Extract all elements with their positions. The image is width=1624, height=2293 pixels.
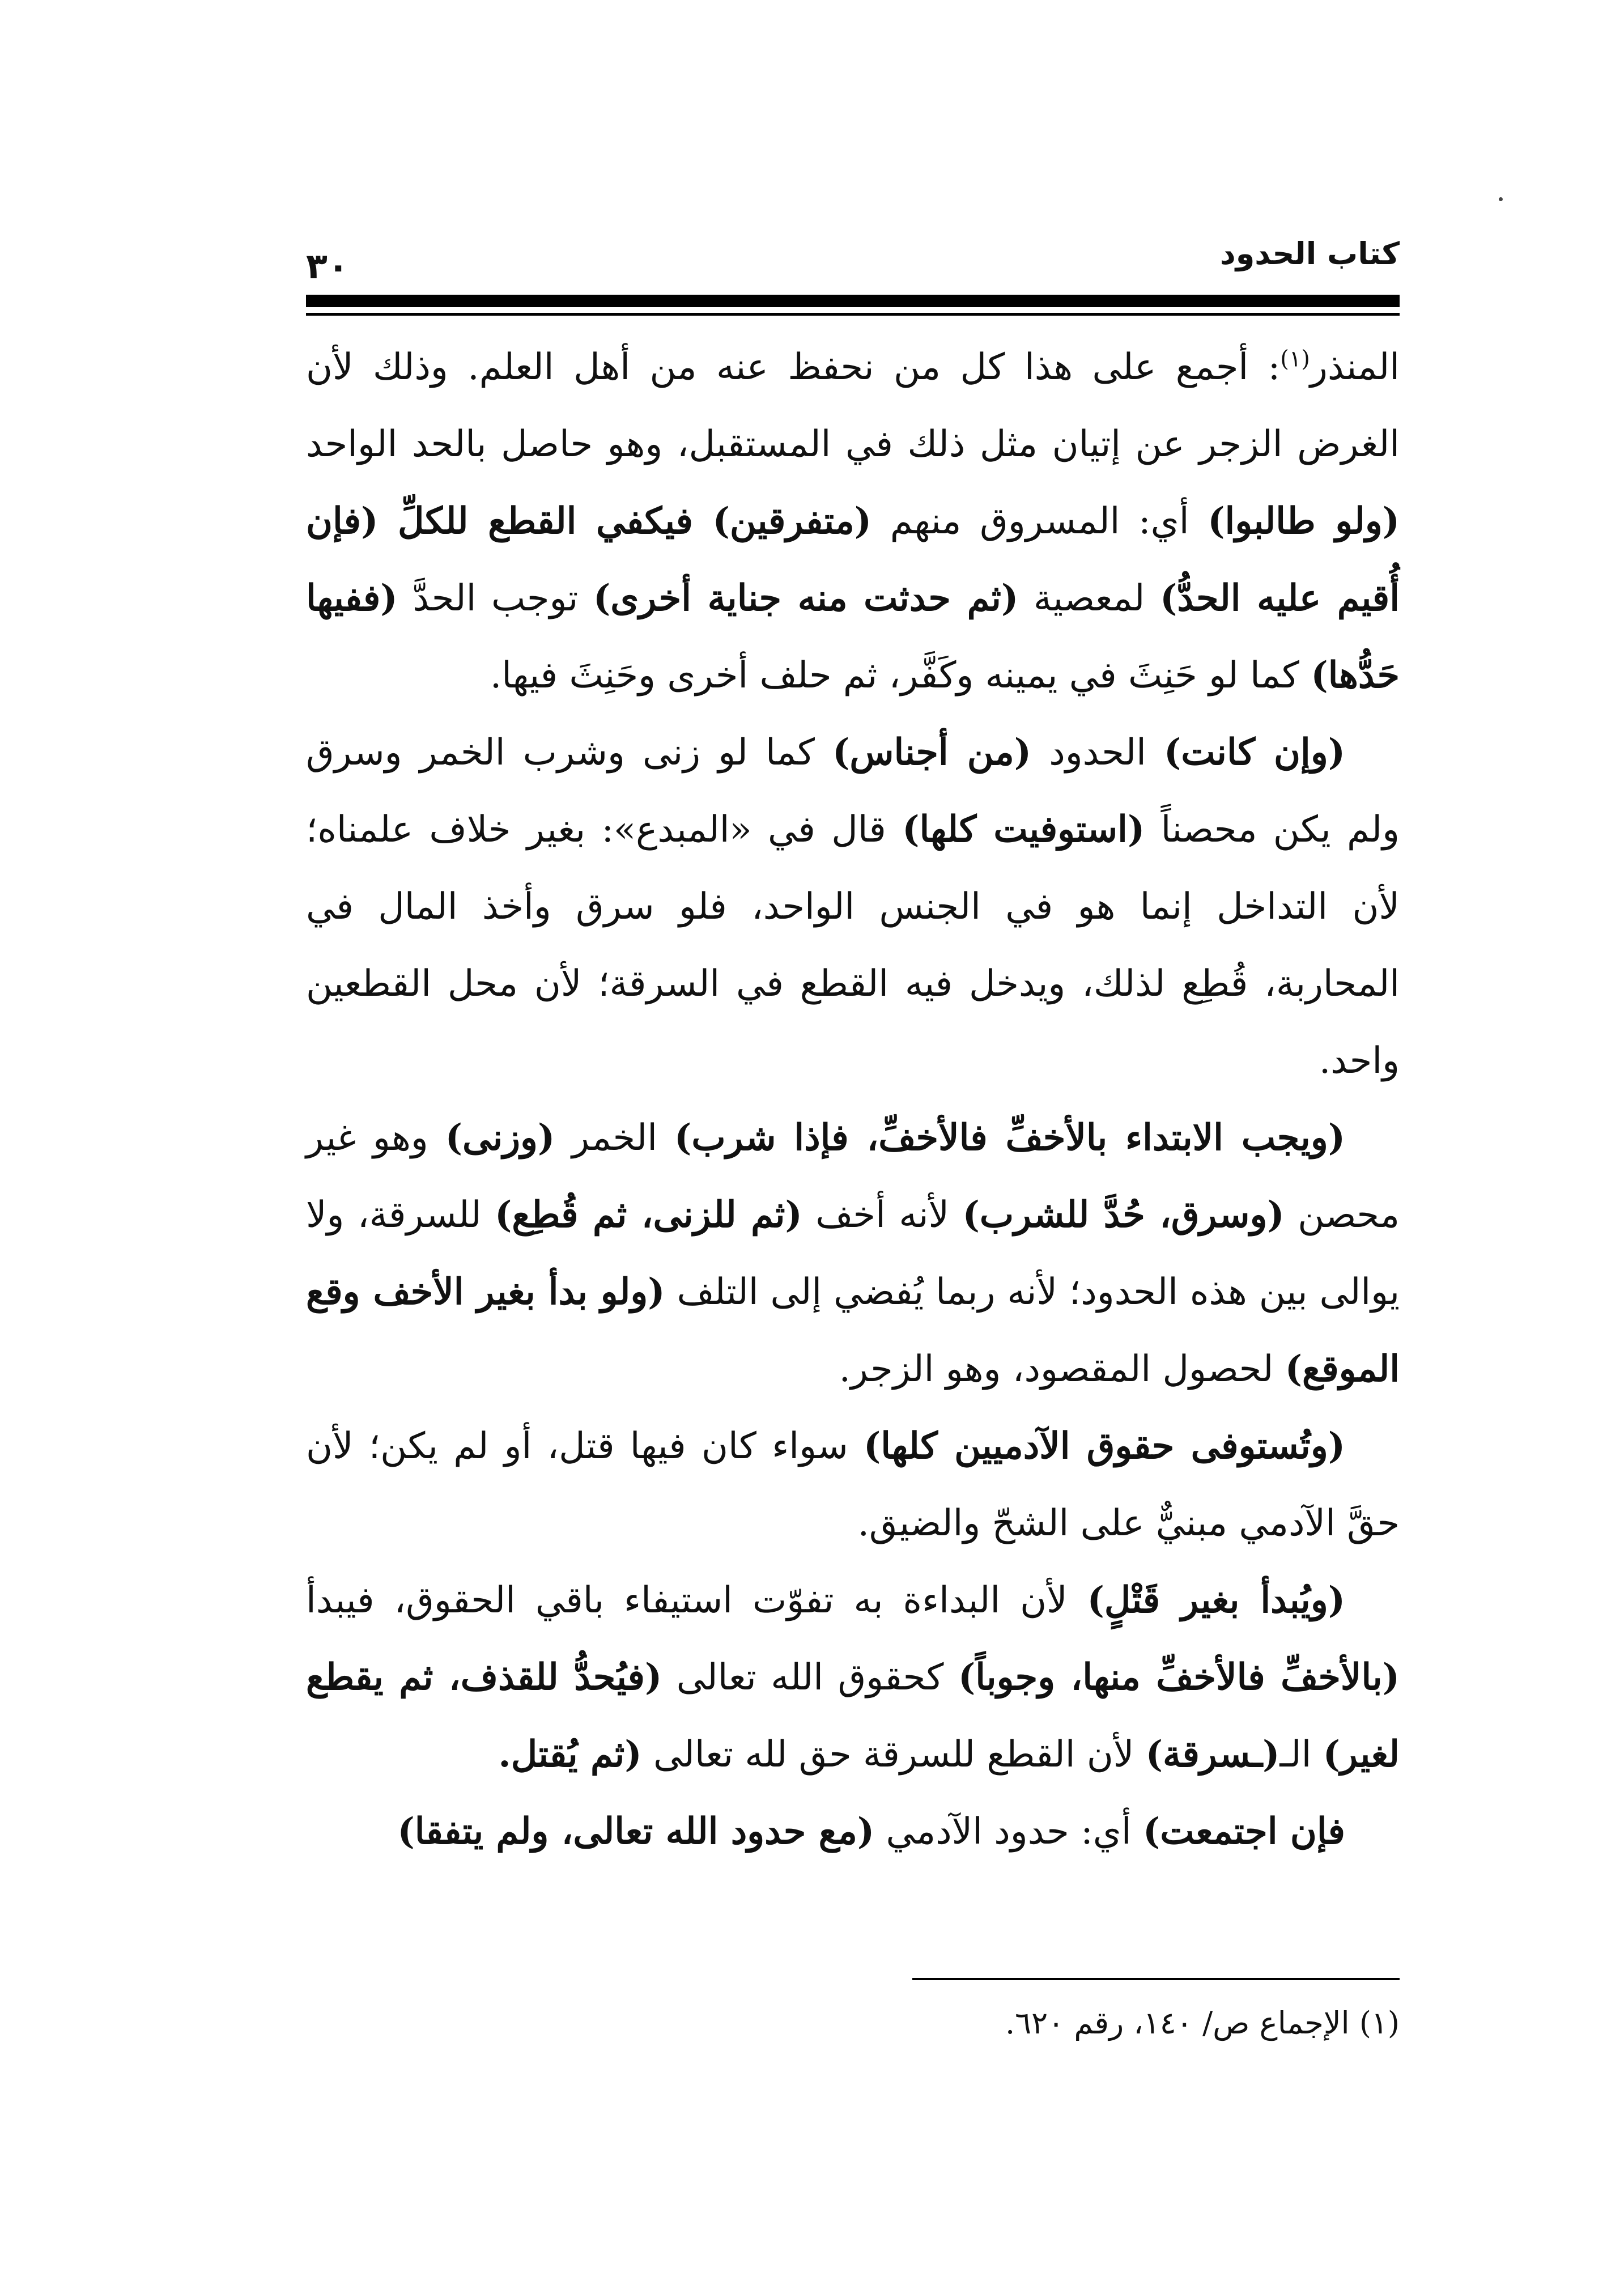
matn-text: (متفرقين) فيكفي القطع للكلِّ (فإن أُقيم عليه الحدُّ) bbox=[306, 500, 1400, 619]
matn-text: (ففيها حَدُّها) bbox=[306, 577, 1400, 697]
sharh-text: للسرقة، ولا يوالى بين هذه الحدود؛ لأنه ربما يُفضي إلى التلف bbox=[306, 1194, 1400, 1313]
matn-text: (ثم للزنى، ثم قُطِع) bbox=[495, 1194, 802, 1236]
footnote-rule bbox=[912, 1978, 1400, 1980]
page-number: ٣٠ bbox=[306, 245, 349, 287]
sharh-text: قال في «المبدع»: بغير خلاف علمناه؛ لأن التداخل إنما هو في الجنس الواحد، فلو سرق وأخذ المال في المحاربة، قُطِع لذلك، ويدخل فيه القطع في السرقة؛ لأن محل القطعين واحد. bbox=[306, 809, 1400, 1082]
matn-text: (ولو بدأ بغير الأخف وقع الموقع) bbox=[306, 1271, 1400, 1390]
matn-text: (وسرق، حُدَّ للشرب) bbox=[962, 1194, 1285, 1236]
paragraph bbox=[306, 1562, 1400, 1793]
sharh-text: كحقوق الله تعالى bbox=[662, 1657, 958, 1698]
sharh-text: الـ bbox=[1279, 1734, 1323, 1776]
matn-text: (وإن كانت) bbox=[1164, 731, 1345, 774]
matn-text: (من أجناس) bbox=[832, 731, 1032, 774]
sharh-text: الحدود bbox=[1031, 732, 1164, 774]
paragraph bbox=[306, 714, 1400, 1099]
matn-text: (وزنى) bbox=[445, 1116, 555, 1159]
matn-text: (استوفيت كلها) bbox=[902, 808, 1145, 851]
matn-text: (ثم يُقتل. bbox=[498, 1733, 642, 1776]
sharh-text: لأنه أخف bbox=[802, 1194, 963, 1236]
sharh-text: كما لو حَنِثَ في يمينه وكَفَّر، ثم حلف أخرى وحَنِثَ فيها. bbox=[490, 655, 1311, 697]
sharh-text: أي: المسروق منهم bbox=[871, 500, 1208, 542]
sharh-text: لمعصية bbox=[1018, 578, 1160, 619]
sharh-text: المنذر bbox=[1310, 346, 1400, 388]
paragraph bbox=[306, 1793, 1400, 1870]
matn-text: فإن اجتمعت) bbox=[1142, 1810, 1345, 1853]
sharh-text: كما لو زنى وشرب الخمر وسرق ولم يكن محصناً bbox=[306, 732, 1400, 851]
matn-text: (مع حدود الله تعالى، ولم يتفقا) bbox=[397, 1810, 875, 1853]
matn-text: (وتُستوفى حقوق الآدميين كلها) bbox=[864, 1425, 1346, 1467]
matn-text: (ولو طالبوا) bbox=[1208, 500, 1400, 542]
sharh-text: لأن القطع للسرقة حق لله تعالى bbox=[641, 1734, 1146, 1776]
header-rule-thin bbox=[306, 313, 1400, 316]
matn-text: (ثم حدثت منه جناية أخرى) bbox=[593, 577, 1019, 619]
body-text bbox=[306, 329, 1400, 1870]
sharh-text: وهو غير محصن bbox=[306, 1117, 1400, 1236]
matn-text: (ـسرقة) bbox=[1145, 1733, 1280, 1776]
matn-text: (ويجب الابتداء بالأخفِّ فالأخفِّ، فإذا شرب) bbox=[674, 1116, 1346, 1159]
matn-text: (فيُحدُّ للقذف، ثم يقطع لغير) bbox=[306, 1656, 1400, 1776]
matn-text: (ويُبدأ بغير قَتْلٍ) bbox=[1087, 1579, 1346, 1621]
matn-text: (بالأخفِّ فالأخفِّ منها، وجوباً) bbox=[958, 1656, 1400, 1698]
sharh-text: لحصول المقصود، وهو الزجر. bbox=[839, 1348, 1285, 1390]
sharh-text: أي: حدود الآدمي bbox=[874, 1811, 1143, 1853]
footnote: (١) الإجماع ص/ ١٤٠، رقم ٦٢٠. bbox=[1005, 2005, 1400, 2041]
header-rule-thick bbox=[306, 295, 1400, 307]
sharh-text: الخمر bbox=[555, 1117, 675, 1159]
paragraph bbox=[306, 1408, 1400, 1562]
sharh-text: توجب الحدَّ bbox=[397, 578, 593, 619]
margin-dot bbox=[1499, 197, 1503, 201]
sharh-text: لأن البداءة به تفوّت استيفاء باقي الحقوق، فيبدأ bbox=[306, 1579, 1087, 1621]
running-head bbox=[306, 224, 1400, 292]
sharh-text: : أجمع على هذا كل من نحفظ عنه من أهل العلم. وذلك لأن الغرض الزجر عن إتيان مثل ذلك في المستقبل، وهو حاصل بالحد الواحد bbox=[306, 346, 1400, 465]
book-title: كتاب الحدود bbox=[1220, 236, 1400, 271]
footnote-marker: (١) bbox=[1280, 346, 1310, 372]
paragraph bbox=[306, 1099, 1400, 1408]
paragraph bbox=[306, 329, 1400, 714]
sharh-text: سواء كان فيها قتل، أو لم يكن؛ لأن حقَّ الآدمي مبنيٌّ على الشحّ والضيق. bbox=[306, 1425, 1400, 1544]
